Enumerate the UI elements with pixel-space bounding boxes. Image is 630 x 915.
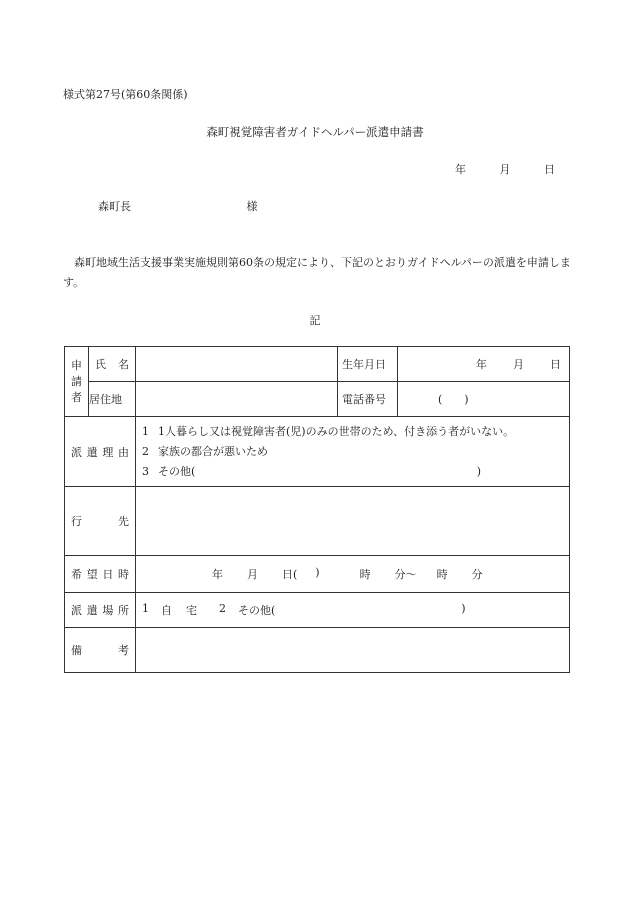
address-label: 居住地 bbox=[89, 382, 136, 417]
year-unit: 年 bbox=[455, 163, 466, 176]
address-field[interactable] bbox=[136, 382, 338, 417]
day-unit: 日 bbox=[544, 163, 555, 176]
reason-options[interactable] bbox=[136, 417, 570, 487]
birthdate-field[interactable]: 年 月 日 bbox=[398, 347, 570, 382]
reason-label: 派 遣 理 由 bbox=[65, 417, 136, 487]
datetime-field[interactable]: 年 月 日( ) 時 分〜 時 分 bbox=[136, 556, 570, 593]
birthdate-label: 生年月日 bbox=[338, 347, 398, 382]
application-date bbox=[455, 161, 555, 177]
phone-field[interactable] bbox=[398, 382, 570, 417]
addressee-honorific: 様 bbox=[246, 200, 258, 213]
reason-option-2[interactable]: 2 家族の都合が悪いため bbox=[142, 444, 268, 458]
place-options[interactable]: 1 自 宅 2 その他( ) bbox=[136, 593, 570, 628]
name-label: 氏 名 bbox=[89, 347, 136, 382]
reason-row bbox=[65, 417, 570, 487]
datetime-label: 希 望 日 時 bbox=[65, 556, 136, 593]
address-row bbox=[65, 382, 570, 417]
remarks-field[interactable] bbox=[136, 628, 570, 673]
destination-label: 行 先 bbox=[65, 487, 136, 556]
addressee-name: 森町長 bbox=[98, 200, 131, 213]
place-label: 派 遣 場 所 bbox=[65, 593, 136, 628]
body-text: 森町地域生活支援事業実施規則第60条の規定により、下記のとおりガイドヘルパーの派遣を申請します。 bbox=[63, 256, 571, 289]
document-title: 森町視覚障害者ガイドヘルパー派遣申請書 bbox=[206, 125, 424, 139]
name-row bbox=[65, 347, 570, 382]
destination-field[interactable] bbox=[136, 487, 570, 556]
ki-heading: 記 bbox=[309, 314, 321, 327]
remarks-label: 備 考 bbox=[65, 628, 136, 673]
name-field[interactable] bbox=[136, 347, 338, 382]
phone-label: 電話番号 bbox=[338, 382, 398, 417]
form-number: 様式第27号(第60条関係) bbox=[63, 88, 188, 101]
application-form-table bbox=[64, 346, 570, 673]
reason-option-3[interactable]: 3 その他( ) bbox=[142, 464, 481, 478]
remarks-row bbox=[65, 628, 570, 673]
addressee bbox=[98, 198, 258, 214]
phone-area-code-parens: ( ) bbox=[438, 393, 469, 406]
month-unit: 月 bbox=[499, 163, 511, 176]
reason-option-1[interactable]: 1 1人暮らし又は視覚障害者(児)のみの世帯のため、付き添う者がいない。 bbox=[142, 424, 515, 438]
destination-row bbox=[65, 487, 570, 556]
place-row bbox=[65, 593, 570, 628]
applicant-label: 申 請 者 bbox=[65, 347, 89, 417]
datetime-row bbox=[65, 556, 570, 593]
